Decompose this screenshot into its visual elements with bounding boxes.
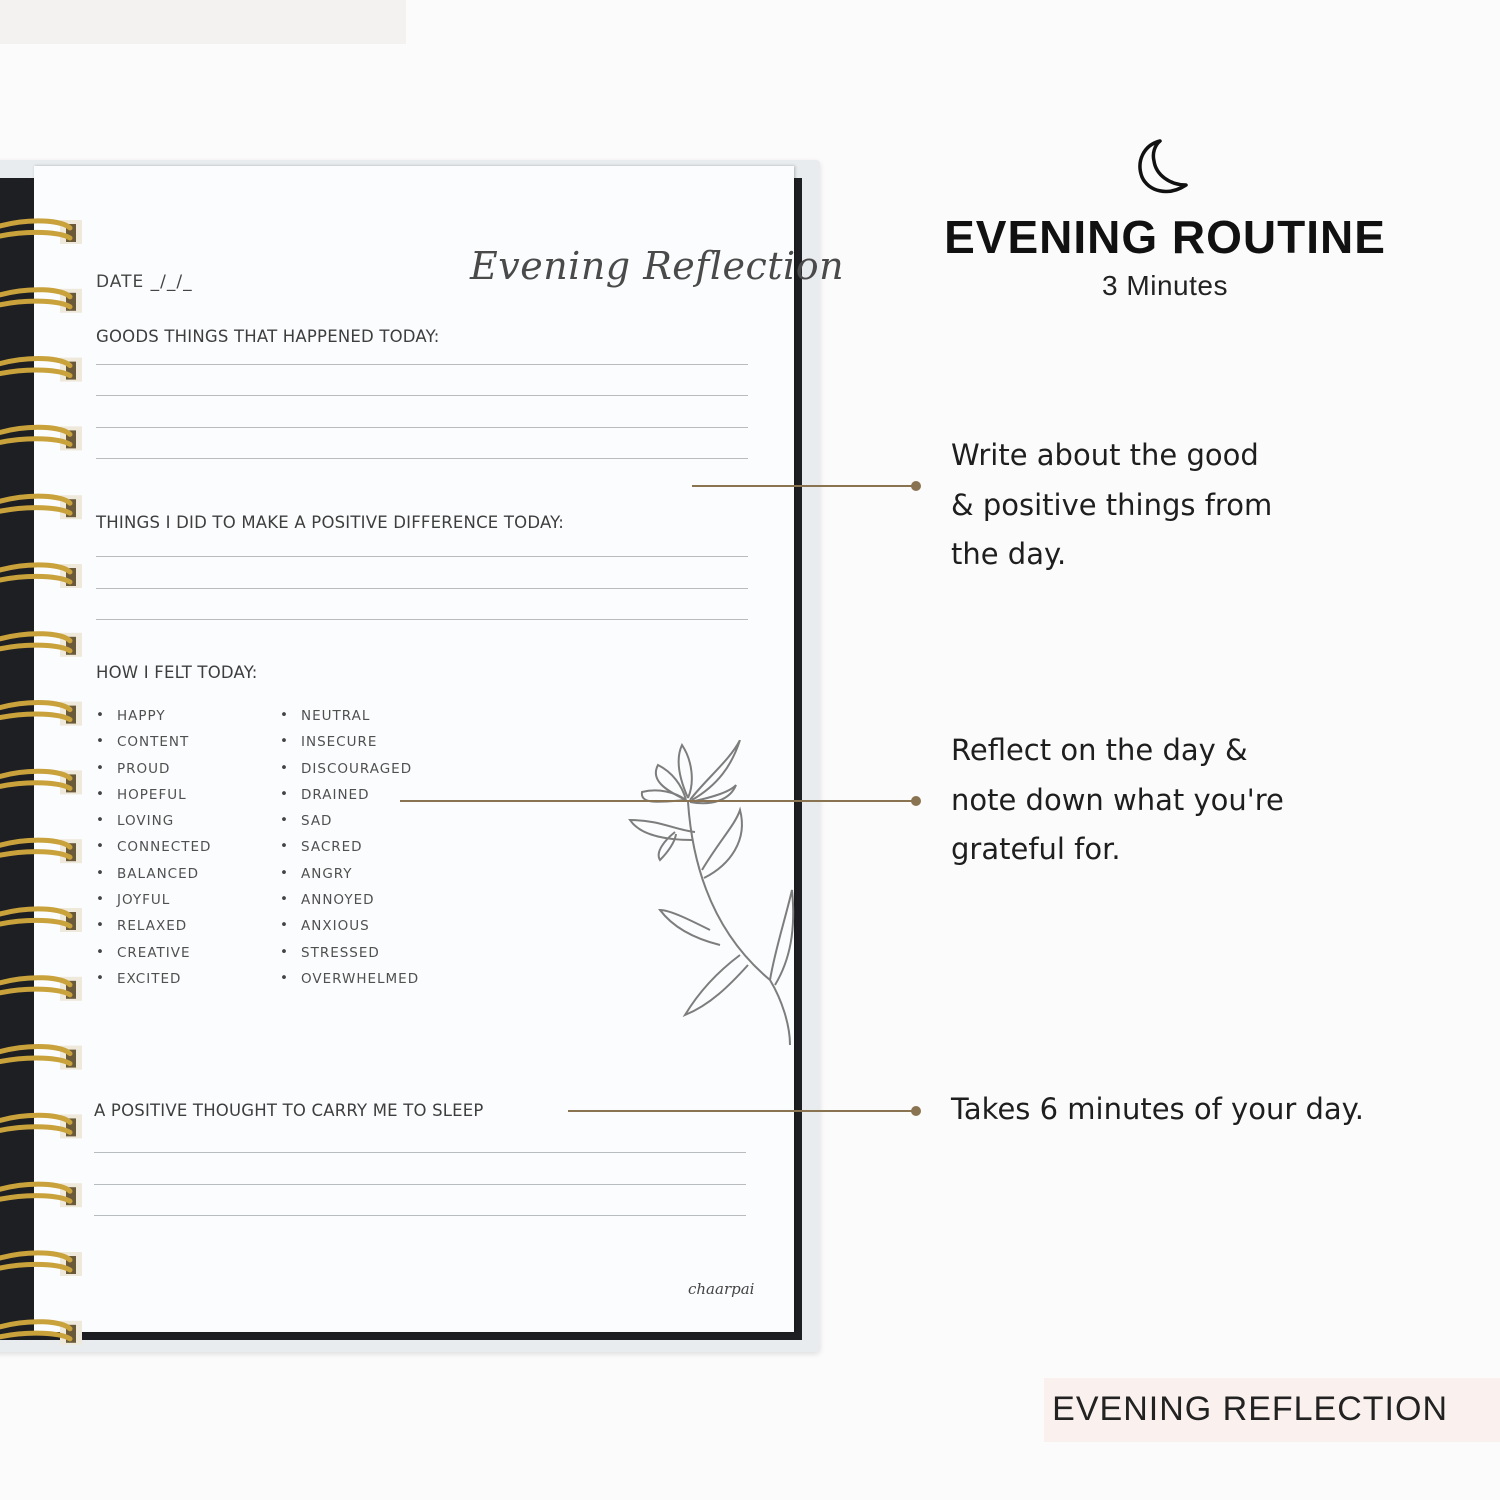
writing-line	[96, 588, 748, 589]
mood-item: • OVERWHELMED	[280, 971, 419, 997]
section-heading-positive-thought: A POSITIVE THOUGHT TO CARRY ME TO SLEEP	[94, 1101, 484, 1120]
binding-ring	[0, 840, 70, 857]
mood-item: • NEUTRAL	[280, 708, 419, 734]
writing-line	[94, 1215, 746, 1216]
mood-item: • BALANCED	[96, 866, 211, 892]
flower-illustration-icon	[620, 740, 800, 1050]
mood-item: • LOVING	[96, 813, 211, 839]
mood-list-positive	[96, 708, 211, 997]
duration-subtitle: 3 Minutes	[1102, 270, 1228, 301]
spiral-binding	[0, 0, 90, 1500]
binding-ring	[0, 565, 70, 582]
date-label: DATE _/_/_	[96, 272, 193, 292]
brand-logo: chaarpai	[688, 1280, 755, 1298]
mood-item: • ANXIOUS	[280, 918, 419, 944]
callout-duration: Takes 6 minutes of your day.	[951, 1092, 1364, 1126]
mood-item: • HAPPY	[96, 708, 211, 734]
footer-label: EVENING REFLECTION	[1052, 1390, 1448, 1428]
page-script-title: Evening Reflection	[470, 244, 845, 288]
mood-item: • ANGRY	[280, 866, 419, 892]
callout-dot	[911, 1106, 921, 1116]
mood-item: • HOPEFUL	[96, 787, 211, 813]
mood-item: • PROUD	[96, 761, 211, 787]
binding-ring	[0, 771, 70, 788]
binding-ring	[0, 703, 70, 720]
mood-item: • SACRED	[280, 839, 419, 865]
binding-ring	[0, 1115, 70, 1132]
binding-ring	[0, 1184, 70, 1201]
crescent-moon-icon	[1130, 135, 1194, 199]
writing-line	[96, 458, 748, 459]
callout-dot	[911, 481, 921, 491]
mood-item: • JOYFUL	[96, 892, 211, 918]
binding-ring	[0, 1322, 70, 1339]
writing-line	[96, 556, 748, 557]
callout-connector	[400, 800, 916, 802]
writing-line	[96, 364, 748, 365]
writing-line	[96, 395, 748, 396]
binding-ring	[0, 359, 70, 376]
writing-line	[96, 427, 748, 428]
binding-ring	[0, 909, 70, 926]
callout-good-things: Write about the good & positive things from the day.	[951, 438, 1273, 571]
writing-line	[94, 1184, 746, 1185]
mood-list-negative	[280, 708, 419, 997]
binding-ring	[0, 1047, 70, 1064]
binding-ring	[0, 634, 70, 651]
mood-item: • DISCOURAGED	[280, 761, 419, 787]
callout-dot	[911, 796, 921, 806]
binding-ring	[0, 1253, 70, 1270]
mood-item: • RELAXED	[96, 918, 211, 944]
writing-line	[94, 1152, 746, 1153]
binding-ring	[0, 978, 70, 995]
mood-item: • CONNECTED	[96, 839, 211, 865]
section-heading-how-i-felt: HOW I FELT TODAY:	[96, 663, 258, 682]
binding-ring	[0, 221, 70, 238]
binding-ring	[0, 427, 70, 444]
section-title: EVENING ROUTINE	[944, 211, 1386, 263]
mood-item: • SAD	[280, 813, 419, 839]
section-heading-good-things: GOODS THINGS THAT HAPPENED TODAY:	[96, 327, 440, 346]
mood-item: • ANNOYED	[280, 892, 419, 918]
section-heading-positive-difference: THINGS I DID TO MAKE A POSITIVE DIFFERENCE TODAY:	[96, 513, 565, 532]
mood-item: • CREATIVE	[96, 945, 211, 971]
writing-line	[96, 619, 748, 620]
binding-ring	[0, 290, 70, 307]
mood-item: • DRAINED	[280, 787, 419, 813]
binding-ring	[0, 496, 70, 513]
mood-item: • EXCITED	[96, 971, 211, 997]
mood-item: • CONTENT	[96, 734, 211, 760]
callout-connector	[568, 1110, 916, 1112]
mood-item: • STRESSED	[280, 945, 419, 971]
callout-connector	[692, 485, 916, 487]
callout-reflect: Reflect on the day & note down what you're grateful for.	[951, 733, 1284, 866]
mood-item: • INSECURE	[280, 734, 419, 760]
